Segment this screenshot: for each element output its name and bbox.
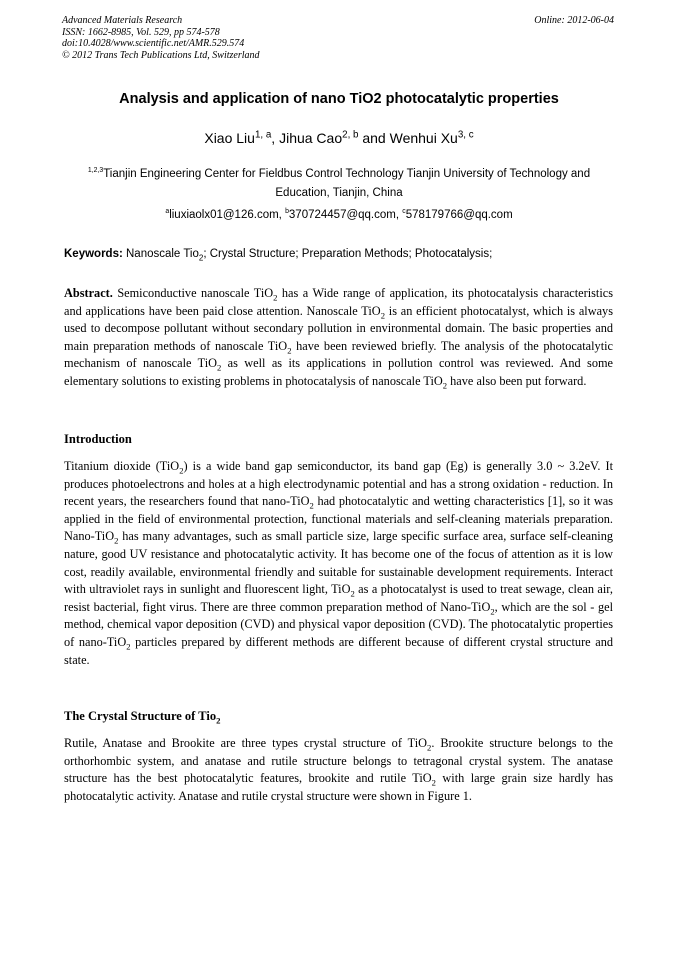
body-text: , which are the sol - gel method, chemical vapor deposition (CVD) and physical vapor deposition (CVD). The photocatalytic properties of nano-TiO [64, 599, 613, 649]
keywords [64, 248, 614, 263]
subscript: 2 [309, 500, 314, 511]
author-name: Wenhui Xu [389, 130, 458, 146]
subscript: 2 [216, 715, 221, 726]
email-address[interactable]: 370724457@qq.com [288, 209, 396, 221]
journal-header [62, 15, 614, 61]
subscript: 2 [179, 465, 184, 476]
author-affil-mark: 3, c [457, 129, 474, 141]
body-text: ) is a wide band gap semiconductor, its band gap (Eg) is generally 3.0 ~ 3.2eV. It produces photoelectrons and holes at a high electrodynamic potential and has a strong oxidation - reduction. In recent years, the researchers found that nano-TiO [64, 459, 613, 509]
body-text: Titanium dioxide (TiO [64, 459, 180, 473]
author-affil-mark: 2, b [342, 129, 359, 141]
author-list [40, 130, 638, 146]
subscript: 2 [490, 606, 495, 617]
subscript: 2 [431, 777, 436, 788]
introduction-body [64, 458, 613, 669]
subscript: 2 [380, 310, 385, 321]
journal-name: Advanced Materials Research [62, 15, 183, 26]
keywords-text: ; Crystal Structure; Preparation Methods; Photocatalysis; [203, 248, 493, 260]
header-citation [62, 15, 260, 61]
abstract-text: have also been put forward. [447, 373, 587, 388]
author-separator: , [271, 130, 280, 146]
paper-title: Analysis and application of nano TiO2 photocatalytic properties [119, 91, 559, 107]
abstract-text: has a Wide range of application, its photocatalysis characteristics and applications have been paid close attention. Nanoscale TiO [64, 286, 613, 318]
crystal-structure-heading [64, 709, 220, 724]
body-text: particles prepared by different methods are different because of different crystal structure and state. [64, 634, 613, 667]
heading-text: The Crystal Structure of Tio [64, 709, 217, 723]
email-separator: , [278, 209, 286, 221]
body-text: with large grain size hardly has photocatalytic activity. Anatase and rutile crystal structure were shown in Figure 1. [64, 771, 613, 803]
email-separator: , [395, 209, 403, 221]
body-text: . Brookite structure belongs to the orthorhombic system, and anatase and rutile structure belongs to tetragonal crystal system. The anatase structure has the best photocatalytic features, brookite and rutile TiO [64, 736, 614, 786]
abstract-label: Abstract. [64, 286, 113, 300]
subscript: 2 [273, 292, 278, 303]
subscript: 2 [126, 641, 131, 652]
online-date: Online: 2012-06-04 [534, 15, 614, 26]
author-affil-mark: 1, a [254, 129, 272, 141]
author-name: Xiao Liu [204, 130, 255, 146]
subscript: 2 [287, 345, 292, 356]
copyright-line: © 2012 Trans Tech Publications Ltd, Switzerland [62, 49, 260, 61]
abstract-text: is an efficient photocatalyst, which is always used to decompose pollutant without secondary pollution in environmental domain. The basic properties and main preparation methods of nanoscale TiO [64, 303, 613, 353]
email-mark: b [285, 208, 289, 216]
body-text: has many advantages, such as small particle size, large specific surface area, surface self-cleaning nature, good UV resistance and photocatalytic activity. It has become one of the focus of attention as it is low cost, readily available, environmental friendly and suitable for sustainable development requirements. Interact with ultraviolet rays in sunlight and fluorescent light, TiO [64, 529, 613, 597]
email-address[interactable]: 578179766@qq.com [405, 209, 513, 221]
abstract-text: Semiconductive nanoscale TiO [112, 286, 274, 300]
author-name: Jihua Cao [279, 130, 343, 146]
affiliation [64, 165, 614, 203]
keywords-text: Nanoscale Tio [122, 248, 199, 260]
author-separator: and [358, 130, 390, 146]
subscript: 2 [114, 535, 119, 546]
abstract-text: as well as its applications in pollution control was reviewed. And some elementary solutions to existing problems in photocatalysis of nanoscale TiO [64, 356, 613, 388]
abstract-text: have been reviewed briefly. The analysis of the photocatalytic mechanism of nanoscale TiO [64, 338, 613, 371]
subscript: 2 [217, 362, 222, 373]
keywords-label: Keywords: [64, 248, 123, 260]
email-address[interactable]: liuxiaolx01@126.com [169, 209, 279, 221]
subscript: 2 [198, 253, 204, 263]
body-text: as a photocatalyst is used to treat sewage, clean air, resist bacterial, fight virus. There are three common preparation method of Nano-TiO [64, 582, 613, 614]
subscript: 2 [350, 588, 355, 599]
email-mark: c [402, 208, 406, 216]
subscript: 2 [442, 380, 448, 391]
introduction-heading: Introduction [64, 432, 132, 446]
affiliation-mark: 1,2,3 [87, 167, 104, 175]
issn-line: ISSN: 1662-8985, Vol. 529, pp 574-578 [62, 26, 220, 38]
body-text: had photocatalytic and wetting characteristics [1], so it was applied in the field of environmental protection, functional materials and self-cleaning materials preparation. Nano-TiO [64, 494, 613, 544]
abstract [64, 285, 613, 391]
affiliation-text: Tianjin Engineering Center for Fieldbus Control Technology Tianjin University of Technology and Education, Tianjin, China [103, 168, 591, 199]
subscript: 2 [427, 742, 432, 753]
crystal-structure-body [64, 735, 613, 805]
email-mark: a [165, 208, 170, 216]
body-text: Rutile, Anatase and Brookite are three types crystal structure of TiO [64, 736, 428, 750]
email-list [40, 209, 638, 221]
doi-line[interactable]: doi:10.4028/www.scientific.net/AMR.529.574 [62, 38, 245, 49]
